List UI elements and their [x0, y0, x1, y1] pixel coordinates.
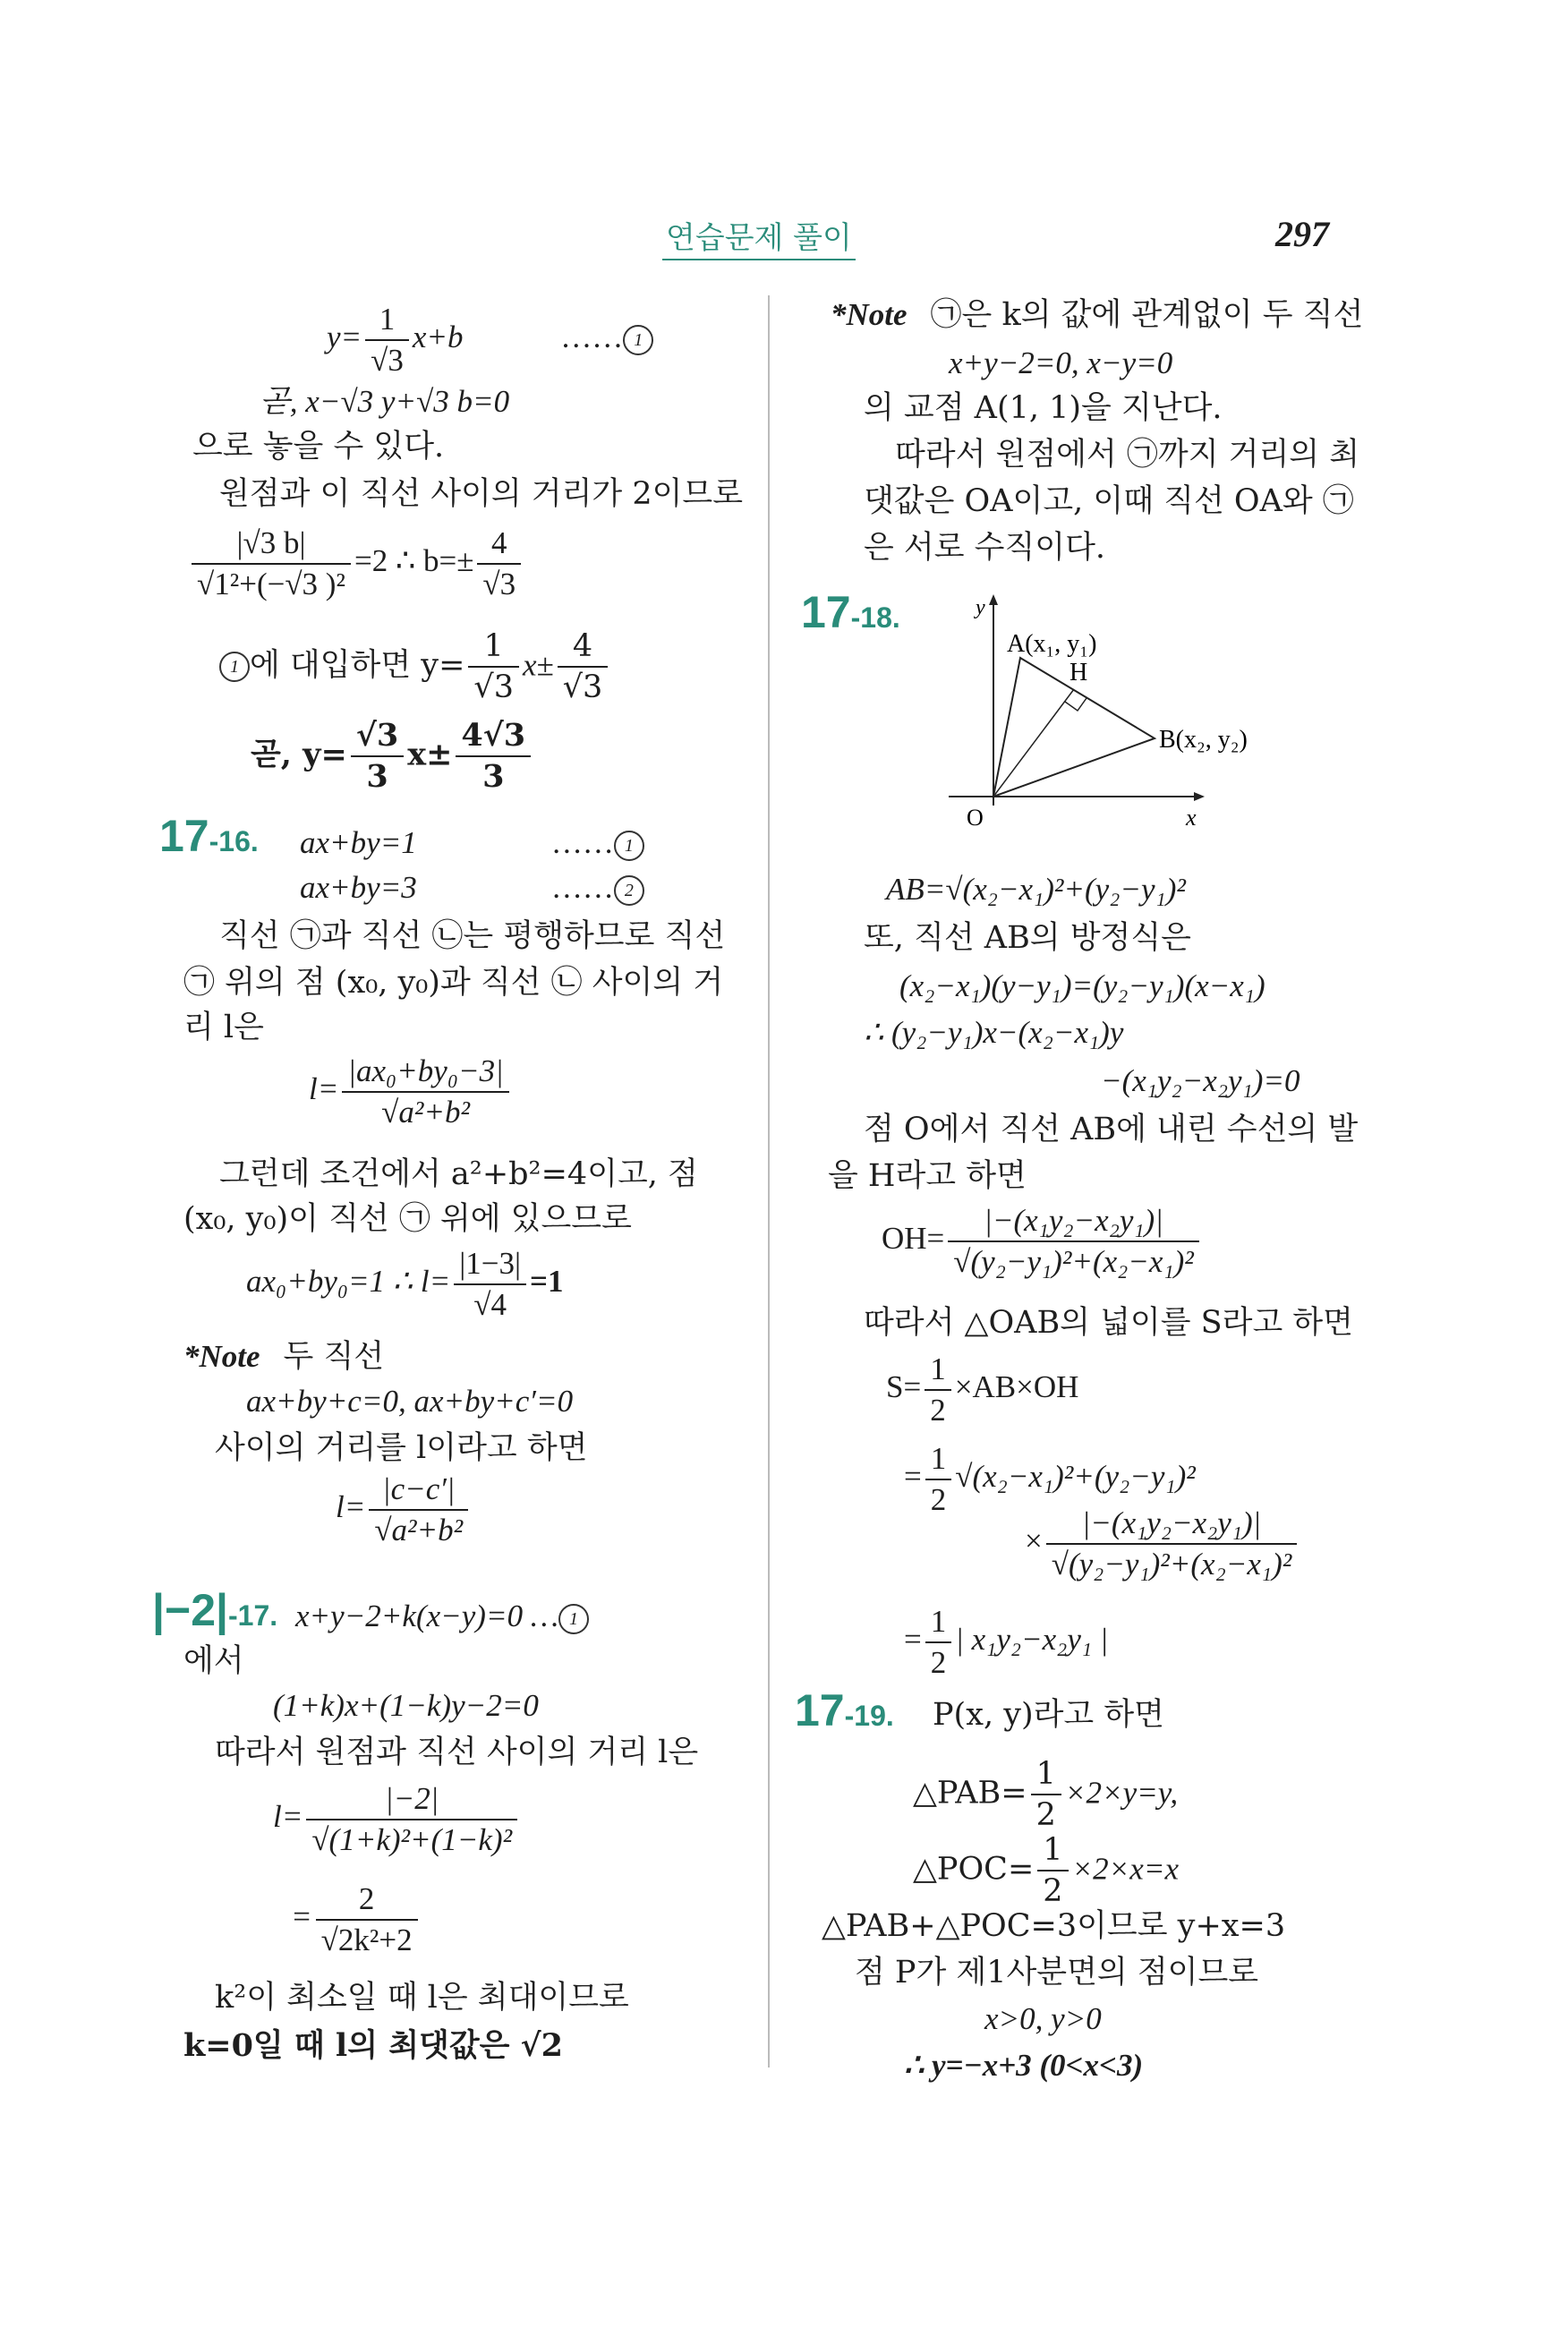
marker-two-icon: 2 — [614, 875, 644, 906]
p18-ab-length: AB=√(x₂−x₁)²+(y₂−y₁)² — [886, 872, 1186, 907]
p16-distance-formula: l= $\frac{\text{|ax₀+by₀−3|}}{\text{√a²+b²}}$ — [309, 1052, 513, 1132]
x-axis-arrow-icon — [1194, 792, 1205, 801]
p16-text-5: (x₀, y₀)이 직선 ㉠ 위에 있으므로 — [183, 1201, 632, 1237]
left-line-6: 1 에 대입하면 y= $\frac{1}{√3}$ x± $\frac{4}{√3}$ — [219, 627, 611, 707]
p18-oh-formula: OH= $\frac{\text{|−(x₁y₂−x₂y₁)|}}{\text{√(y₂−y₁)²+(x₂−x₁)²}}$ — [882, 1201, 1203, 1282]
column-divider — [768, 295, 770, 2067]
p16-text-1: 직선 ㉠과 직선 ㉡는 평행하므로 직선 — [219, 918, 726, 954]
left-line-1: y= $\frac{1}{√3}$ x+b …… 1 — [327, 300, 653, 380]
p18-s-line-3: × $\frac{\text{|−(x₁y₂−x₂y₁)|}}{\text{√(y₂−y₁)²+(x₂−x₁)²}}$ — [1025, 1504, 1300, 1584]
p16-text-2: ㉠ 위의 점 (x₀, y₀)과 직선 ㉡ 사이의 거 — [183, 965, 724, 1001]
p17-formula-2: = $\frac{2}{\text{√2k²+2}}$ — [291, 1880, 422, 1960]
left-line-4: 원점과 이 직선 사이의 거리가 2이므로 — [219, 476, 744, 512]
p17-formula-1: l= $\frac{|-2|}{\text{√(1+k)²+(1−k)²}}$ — [273, 1779, 521, 1860]
problem-17-19-label: 17-19. — [795, 1685, 894, 1735]
left-line-7: 곧, y= $\frac{√3}{3}$ x± $\frac{4√3}{3}$ — [251, 716, 534, 797]
p16-text-4: 그런데 조건에서 a²+b²=4이고, 점 — [219, 1156, 698, 1192]
p17-text-4: k²이 최소일 때 l은 최대이므로 — [215, 1980, 629, 2016]
note-16-formula: l= $\frac{|c-c'|}{\text{√a²+b²}}$ — [336, 1470, 472, 1550]
left-line-5: $\frac{|√3 b|}{\text{√1²+(−√3 )²}}$ =2 ∴ b=± $\frac{4}{√3}$ — [188, 524, 524, 604]
right-angle-mark — [1065, 698, 1087, 711]
left-line-3: 으로 놓을 수 있다. — [192, 429, 445, 465]
p16-text-6: ax₀+by₀=1 ∴ l= $\frac{|1-3|}{√4}$ =1 — [246, 1246, 564, 1322]
p16-eq1: ax+by=1 …… 1 — [300, 822, 644, 865]
p19-text-3: △POC= $\frac{1}{2}$ ×2×x=x — [913, 1832, 1179, 1909]
note-16-eq: ax+by+c=0, ax+by+c′=0 — [246, 1384, 574, 1419]
marker-one-icon: 1 — [614, 831, 644, 861]
p18-text-2: 또, 직선 AB의 방정식은 — [864, 920, 1191, 956]
p16-eq2: ax+by=3 …… 2 — [300, 866, 644, 909]
p17-text-2: (1+k)x+(1−k)y−2=0 — [273, 1688, 539, 1723]
problem-17-17-label: |−2|-17. — [152, 1585, 278, 1635]
p17-text-1: 에서 — [183, 1643, 244, 1679]
p17-text-3: 따라서 원점과 직선 사이의 거리 l은 — [215, 1735, 699, 1770]
problem-17-16-label: 17-16. — [159, 811, 259, 861]
y-axis-arrow-icon — [989, 594, 998, 605]
point-a-label: A(x₁, y₁) — [1007, 630, 1097, 658]
p19-text-2: △PAB= $\frac{1}{2}$ ×2×y=y, — [913, 1756, 1179, 1833]
p19-text-1: P(x, y)라고 하면 — [933, 1697, 1164, 1733]
p18-text-4: ∴ (y₂−y₁)x−(x₂−x₁)y — [864, 1015, 1124, 1050]
p18-text-7: 을 H라고 하면 — [828, 1158, 1027, 1194]
origin-label: O — [967, 805, 984, 831]
altitude-oh — [993, 689, 1074, 797]
marker-one-icon: 1 — [219, 652, 250, 682]
note-16-text: 사이의 거리를 l이라고 하면 — [215, 1430, 588, 1466]
p19-text-4: △PAB+△POC=3이므로 y+x=3 — [822, 1908, 1286, 1944]
x-axis-label: x — [1186, 805, 1197, 831]
marker-one-icon: 1 — [558, 1604, 589, 1634]
note-17-text-3: 의 교점 A(1, 1)을 지난다. — [864, 390, 1223, 426]
p18-s-line-4: = $\frac{1}{2}$ | x₁y₂−x₂y₁ | — [904, 1604, 1109, 1680]
note-16: *Note 두 직선 — [183, 1339, 385, 1375]
triangle-figure — [931, 591, 1307, 832]
p16-text-3: 리 l은 — [183, 1010, 264, 1045]
problem-17-18-label: 17-18. — [801, 587, 900, 637]
p18-s-line-2: = $\frac{1}{2}$ √(x₂−x₁)²+(y₂−y₁)² — [904, 1441, 1196, 1517]
p18-text-3: (x₂−x₁)(y−y₁)=(y₂−y₁)(x−x₁) — [899, 968, 1265, 1003]
p18-s-line-1: S= $\frac{1}{2}$ ×AB×OH — [886, 1351, 1079, 1428]
page-number: 297 — [1275, 214, 1329, 254]
note-17: *Note ㉠은 k의 값에 관계없이 두 직선 — [831, 297, 1364, 333]
left-line-2: 곧, x−√3 y+√3 b=0 — [260, 384, 510, 419]
p17-eq: x+y−2+k(x−y)=0 … 1 — [295, 1595, 589, 1638]
p18-text-5: −(x₁y₂−x₂y₁)=0 — [1101, 1063, 1300, 1098]
y-axis-label: y — [976, 596, 985, 619]
p19-text-6: x>0, y>0 — [984, 2001, 1102, 2036]
page-header-title: 연습문제 풀이 — [662, 213, 856, 260]
p19-text-7: ∴ y=−x+3 (0<x<3) — [904, 2048, 1144, 2083]
p18-text-8: 따라서 △OAB의 넓이를 S라고 하면 — [864, 1305, 1353, 1341]
p17-text-5: k=0일 때 l의 최댓값은 √2 — [183, 2027, 563, 2064]
p18-text-6: 점 O에서 직선 AB에 내린 수선의 발 — [864, 1112, 1359, 1147]
note-17-eq: x+y−2=0, x−y=0 — [949, 345, 1173, 380]
marker-one-icon: 1 — [623, 325, 653, 355]
p19-text-5: 점 P가 제1사분면의 점이므로 — [855, 1955, 1259, 1991]
point-b-label: B(x₂, y₂) — [1159, 726, 1248, 754]
note-17-text-6: 은 서로 수직이다. — [864, 530, 1106, 566]
point-h-label: H — [1069, 659, 1088, 686]
note-17-text-4: 따라서 원점에서 ㉠까지 거리의 최 — [895, 437, 1360, 473]
note-17-text-5: 댓값은 OA이고, 이때 직선 OA와 ㉠ — [864, 483, 1354, 519]
